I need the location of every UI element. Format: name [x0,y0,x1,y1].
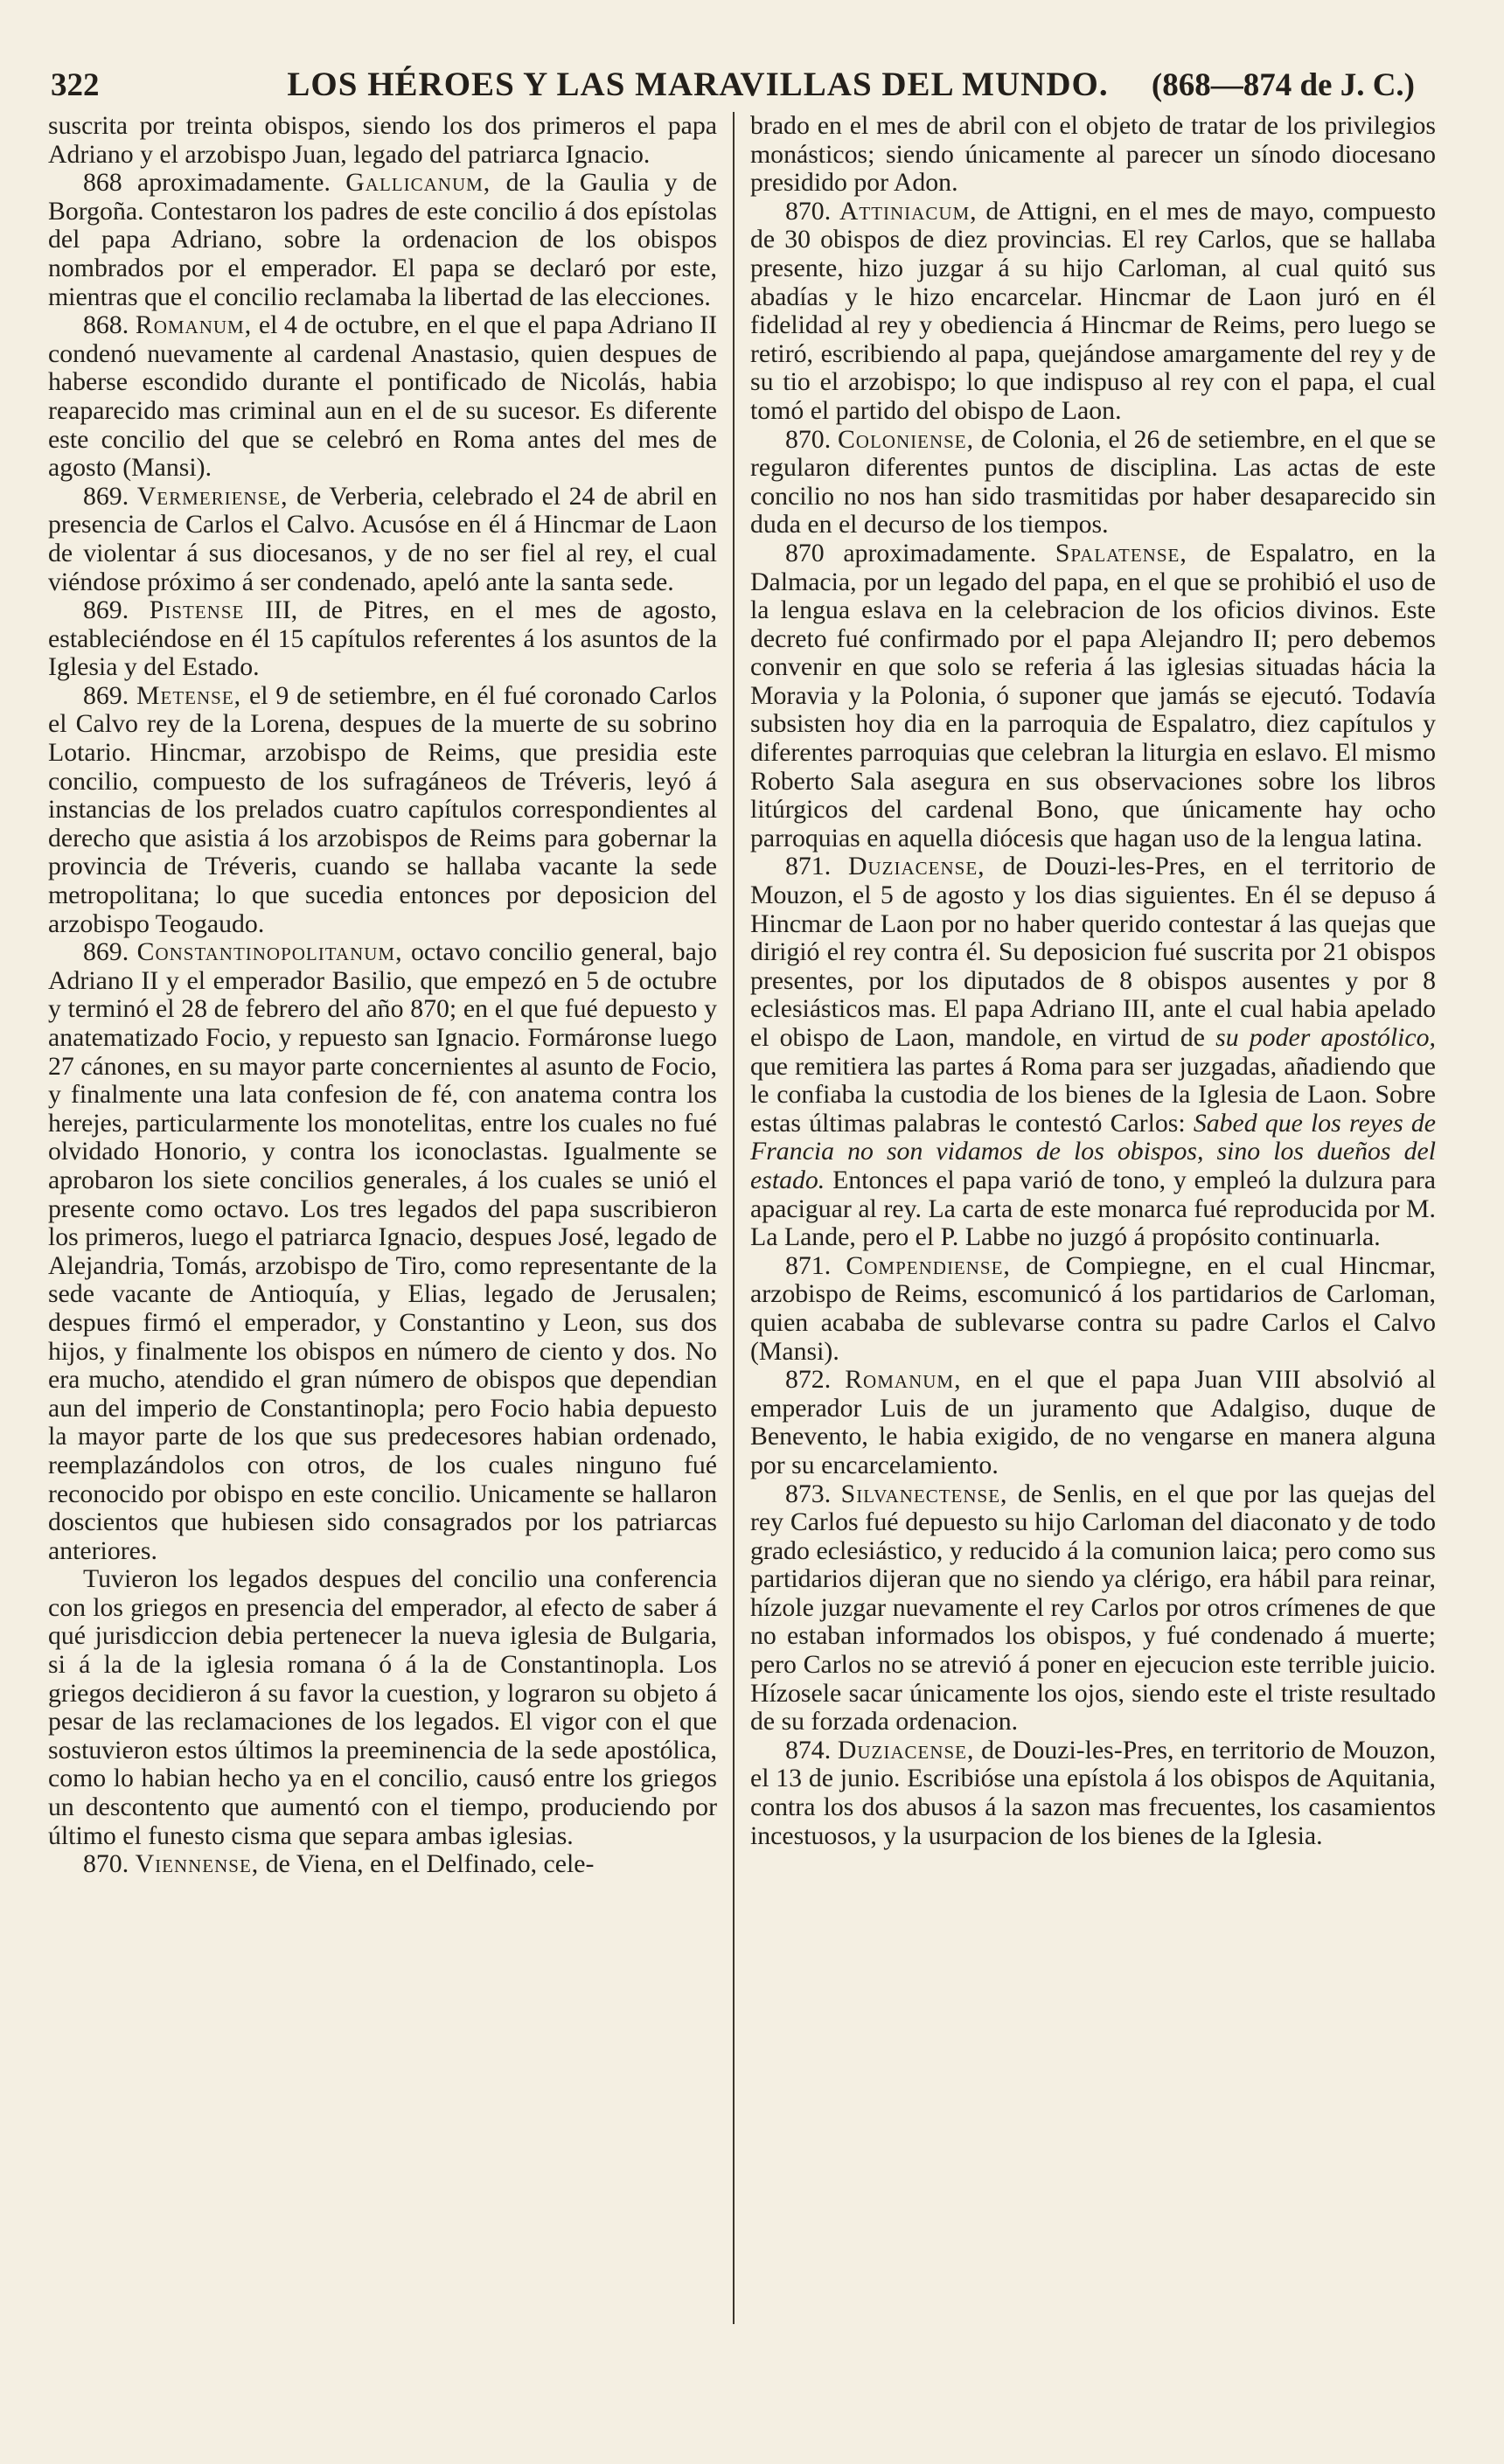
entry-number: 872. [785,1365,832,1395]
paragraph-duziacense-871 [750,853,1436,1251]
council-name: Silvanectense, [840,1479,1008,1508]
council-name: Gallicanum, [345,168,491,198]
council-name: Romanum, [845,1365,962,1395]
date-range: (868—874 de J. C.) [1151,67,1415,103]
entry-text: de la Gaulia y de Borgoña. Contestaron los padres de este concilio á dos epístolas del papa Adriano, sobre la ordenacion de los obispos nombrados por el emperador. El papa se declaró por este, mientras que el concilio reclamaba la libertad de las elecciones. [48,168,718,311]
entry-text: de Douzi-les-Pres, en territorio de Mouzon, el 13 de junio. Escribióse una epístola á los obispos de Aquitania, contra los dos abusos á la sazon mas frecuentes, los casamientos incestuosos, y la usurpacion de los bienes de la Iglesia. [750,1735,1437,1850]
entry-number: 870 aproximadamente. [785,538,1037,567]
entry-text: de Colonia, el 26 de setiembre, en el que se regularon diferentes puntos de disciplina. Las actas de este concilio no nos han sido trasmitidas por haber desaparecido sin duda en el decurso de los tiempos. [750,424,1436,539]
paragraph-romanum-872 [750,1366,1436,1479]
entry-number: 874. [785,1735,832,1764]
entry-text: en el que el papa Juan VIII absolvió al emperador Luis de un juramento que Adalgiso, duque de Benevento, le habia exigido, de no vengarse en manera alguna por su encarcelamiento. [750,1365,1436,1479]
entry-text: de Espalatro, en la Dalmacia, por un legado del papa, en el que se prohibió el uso de la lengua eslava en la celebracion de los oficios divinos. Este decreto fué confirmado por el papa Alejandro II; pero debemos convenir en que solo se referia á las iglesias situadas hácia la Moravia y la Polonia, ó suponer que jamás se ejecutó. Todavía subsisten hoy dia en la parroquia de Espalatro, diez capítulos y diferentes parroquias que celebran la liturgia en eslavo. El mismo Roberto Sala asegura en sus observaciones sobre los libros litúrgicos del cardenal Bono, que únicamente hay ocho parroquias en aquella diócesis que hagan uso de la lengua latina. [750,538,1436,853]
council-name: Duziacense, [837,1735,975,1764]
entry-text: de Compiegne, en el cual Hincmar, arzobispo de Reims, escomunicó á los partidarios de Carloman, quien acababa de sublevarse contra su padre Carlos el Calvo (Mansi). [750,1250,1436,1366]
running-title: LOS HÉROES Y LAS MARAVILLAS DEL MUNDO. [287,66,1109,103]
page-header [51,61,1415,107]
council-name: Duziacense, [848,852,985,881]
council-name: Spalatense, [1055,538,1187,567]
italic-quote: su poder apostólico, [1215,1023,1437,1052]
entry-number: 869. [83,481,129,511]
entry-number: 868 aproximadamente. [83,168,331,198]
entry-number: 871. [785,852,832,881]
right-column [750,112,1436,1850]
entry-number: 869. [83,680,129,710]
paragraph-continuation: brado en el mes de abril con el objeto de tratar de los privilegios monásticos; siendo únicamente al parecer un sínodo diocesano presidido por Adon. [750,111,1436,198]
column-divider [733,112,735,2324]
entry-text: de Senlis, en el que por las quejas del rey Carlos fué depuesto su hijo Carloman del diaconato y de todo grado eclesiástico, y reducido á la comunion laica; pero como sus partidarios dijeran que no siendo ya clérigo, era hábil para reinar, hízole juzgar nuevamente el rey Carlos por otros crímenes de que no estaban informados los obispos, y fué condenado á muerte; pero Carlos no se atrevió á poner en ejecucion este terrible juicio. Hízosele sacar únicamente los ojos, siendo este el triste resultado de su forzada ordenacion. [750,1479,1437,1737]
council-name: Metense, [136,680,242,710]
entry-text: Entonces el papa varió de tono, y empleó la dulzura para apaciguar al rey. La carta de este monarca fué reproducida por M. La Lande, pero el P. Labbe no juzgó á propósito continuarla. [750,1165,1436,1252]
paragraph-legados: Tuvieron los legados despues del concilio una conferencia con los griegos en presencia del emperador, al efecto de saber á qué jurisdiccion debia pertenecer la nueva iglesia de Bulgaria, si á la de la iglesia romana ó á la de Constantinopla. Los griegos decidieron á su favor la cuestion, y lograron su objeto á pesar de las reclamaciones de los legados. El vigor con el que sostuvieron estos últimos la preeminencia de la sede apostólica, como lo habian hecho ya en el concilio, causó entre los griegos un descontento que aumentó con el tiempo, produciendo por último el funesto cisma que separa ambas iglesias. [48,1564,717,1850]
entry-number: 868. [83,310,129,340]
paragraph-silvanectense [750,1480,1436,1737]
paragraph-gallicanum [48,169,717,311]
entry-number: 871. [785,1250,832,1280]
paragraph-constantinopolitanum [48,938,717,1565]
entry-text: el 9 de setiembre, en él fué coronado Carlos el Calvo rey de la Lorena, despues de la muerte de su sobrino Lotario. Hincmar, arzobispo de Reims, que presidia este concilio, compuesto de los sufragáneos de Tréveris, leyó á instancias de los prelados cuatro capítulos correspondientes al derecho que asistia á los arzobispos de Reims para gobernar la provincia de Tréveris, cuando se hallaba vacante la sede metropolitana; lo que sucedia entonces por deposicion del arzobispo Teogaudo. [48,680,717,938]
council-name: Pistense [149,595,245,625]
paragraph-viennense [48,1850,717,1879]
entry-number: 870. [785,424,832,454]
paragraph-coloniense [750,426,1436,539]
entry-text: el 4 de octubre, en el que el papa Adriano II condenó nuevamente al cardenal Anastasio, quien despues de haberse escondido durante el pontificado de Nicolás, habia reaparecido mas criminal aun en el de su sucesor. Es diferente este concilio del que se celebró en Roma antes del mes de agosto (Mansi). [48,310,718,483]
council-name: Viennense, [135,1849,260,1879]
council-name: Attiniacum, [839,196,978,226]
council-name: Vermeriense, [136,481,289,511]
entry-text: de Douzi-les-Pres, en el territorio de Mouzon, el 5 de agosto y los dias siguientes. En él se depuso á Hincmar de Laon por no haber querido contestar á las quejas que dirigió el rey contra él. Su deposicion fué suscrita por 21 obispos presentes, por los diputados de 8 obispos ausentes y por 8 eclesiásticos mas. El papa Adriano III, ante el cual habia apelado el obispo de Laon, mandole, en virtud de [750,852,1436,1052]
council-name: Compendiense, [846,1250,1011,1280]
page-number: 322 [51,67,100,103]
entry-number: 870. [83,1849,129,1879]
entry-text: que remitiera las partes á Roma para ser juzgadas, añadiendo que le confiaba la custodia de los bienes de la Iglesia de Laon. Sobre estas últimas palabras le contestó Carlos: [750,1051,1436,1138]
entry-text: octavo concilio general, bajo Adriano II y el emperador Basilio, que empezó en 5 de octubre y terminó el 28 de febrero del año 870; en el que fué depuesto y anatematizado Focio, y repuesto san Ignacio. Formáronse luego 27 cánones, en su mayor parte concernientes al asunto de Focio, y finalmente una lata confesion de fé, con anatema contra los herejes, particularmente los monotelitas, entre los cuales no fué olvidado Honorio, y contra los iconoclastas. Igualmente se aprobaron los siete concilios generales, á los cuales se unió el presente como octavo. Los tres legados del papa suscribieron los primeros, luego el patriarca Ignacio, despues José, legado de Alejandria, Tomás, arzobispo de Tiro, como representante de la sede vacante de Antioquía, y Elias, legado de Jerusalen; despues firmó el emperador, y Constantino y Leon, sus dos hijos, y finalmente los obispos en número de ciento y dos. No era mucho, atendido el gran número de obispos que dependian aun del imperio de Constantinopla; pero Focio habia depuesto la mayor parte de los que sus predecesores habian ordenado, reemplazándolos con otros, de los cuales ninguno fué reconocido por obispo en este concilio. Unicamente se hallaron doscientos que hubiesen sido consagrados por los patriarcas anteriores. [48,937,718,1565]
paragraph-vermeriense [48,483,717,596]
entry-text: de Attigni, en el mes de mayo, compuesto de 30 obispos de diez provincias. El rey Carlos, que se hallaba presente, hizo juzgar á su hijo Carloman, al cual quitó sus abadías y le hizo encarcelar. Hincmar de Laon juró en él fidelidad al rey y obediencia á Hincmar de Reims, pero luego se retiró, escribiendo al papa, quejándose amargamente del rey y de su tio el arzobispo; lo que indispuso al rey con el papa, el cual tomó el partido del obispo de Laon. [750,196,1436,425]
paragraph-continuation: suscrita por treinta obispos, siendo los dos primeros el papa Adriano y el arzobispo Juan, legado del patriarca Ignacio. [48,111,717,169]
paragraph-duziacense-874 [750,1737,1436,1850]
entry-number: 869. [83,595,129,625]
paragraph-pistense [48,596,717,682]
italic-quote: Sabed que los reyes de Francia no son vidamos de los obispos, sino los dueños del estado. [750,1108,1437,1194]
paragraph-metense [48,682,717,938]
entry-text: de Verberia, celebrado el 24 de abril en presencia de Carlos el Calvo. Acusóse en él á Hincmar de Laon de violentar á sus diocesanos, y de no ser fiel al rey, el cual viéndose próximo á ser condenado, apeló ante la santa sede. [48,481,718,596]
paragraph-romanum-868 [48,311,717,483]
entry-text: de Viena, en el Delfinado, cele- [265,1849,595,1879]
paragraph-spalatense [750,539,1436,853]
left-column [48,112,717,1879]
entry-number: 870. [785,196,832,226]
entry-number: 869. [83,937,129,967]
paragraph-attiniacum [750,198,1436,426]
entry-text: III, de Pitres, en el mes de agosto, estableciéndose en él 15 capítulos referentes á los asuntos de la Iglesia y del Estado. [48,595,717,682]
council-name: Constantinopolitanum, [136,937,403,967]
council-name: Romanum, [135,310,253,340]
council-name: Coloniense, [837,424,975,454]
entry-number: 873. [785,1479,832,1508]
paragraph-compendiense [750,1252,1436,1366]
